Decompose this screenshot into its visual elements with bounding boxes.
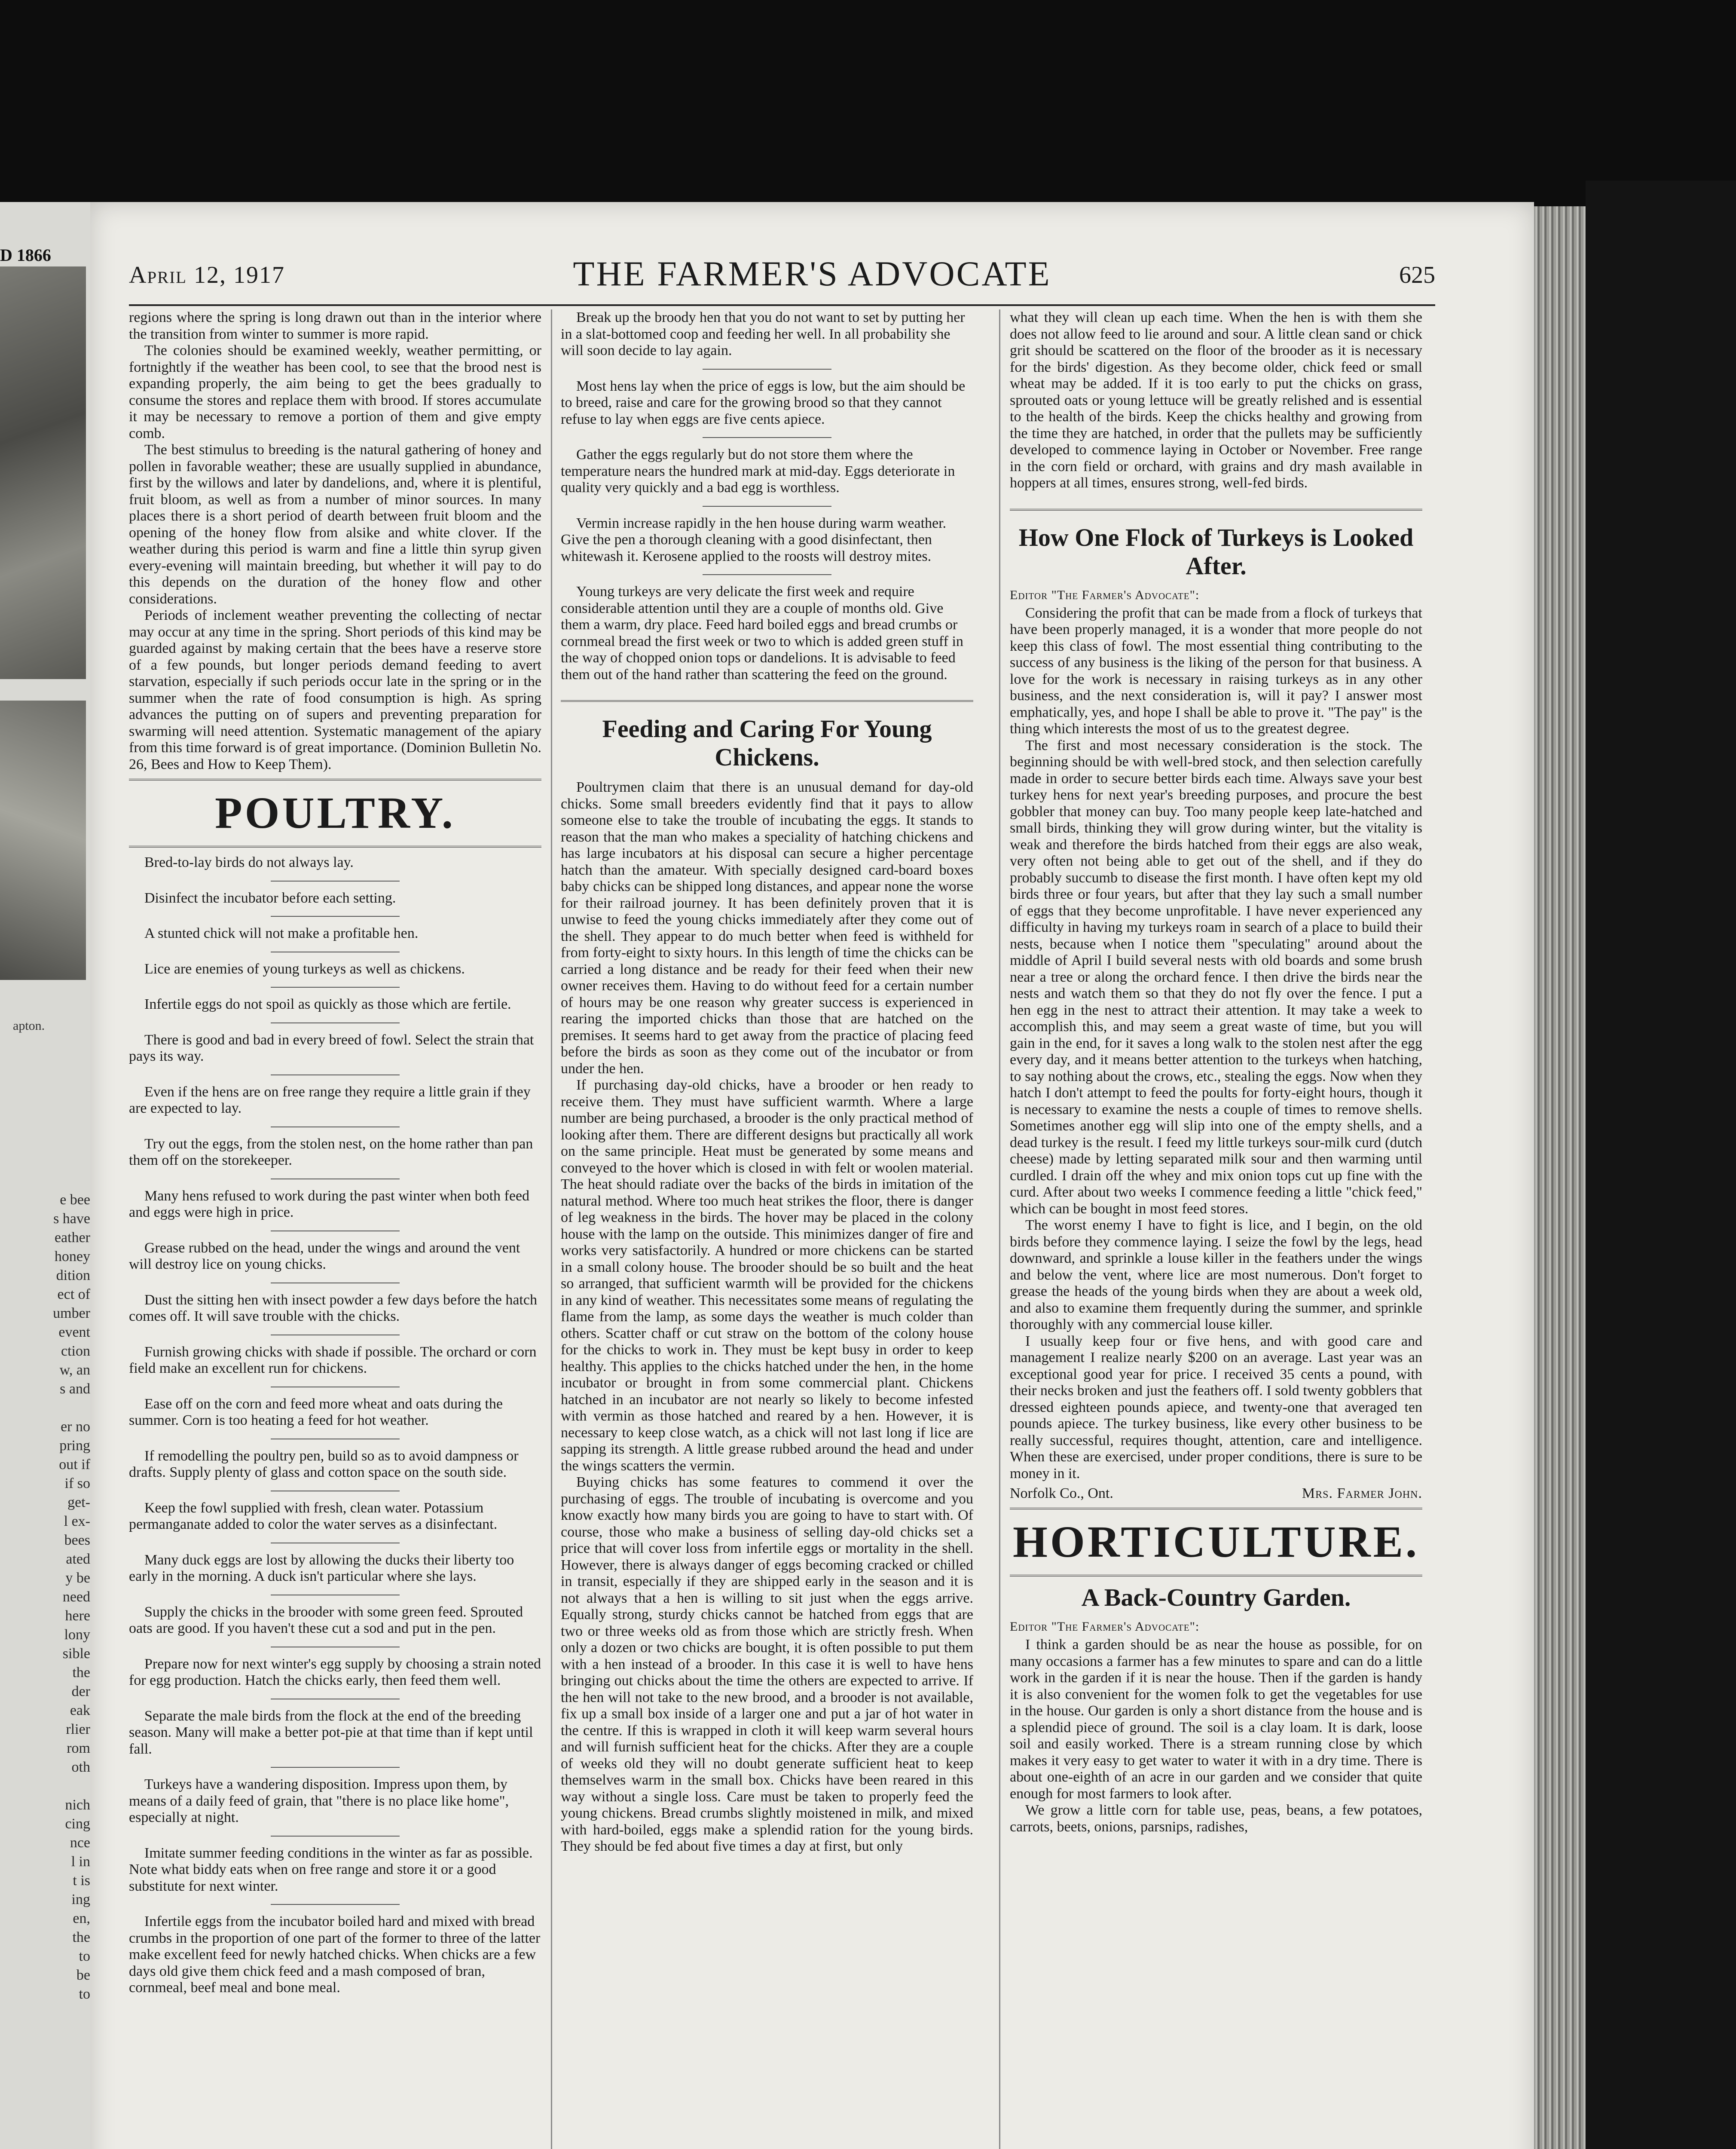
section-rule xyxy=(1010,1575,1422,1577)
bees-paragraph: Periods of inclement weather preventing the collecting of nectar may occur at any time in the spring. Short periods of this kind may be guarded against by making certain that the bees have a reserve store of a few pounds, but longer periods demand feeding to avert starvation, especially if such periods occur late in the spring or in the summer when the rate of food consumption is high. As spring advances the putting on of supers and preventing preparation for swarming will need attention. Systematic management of the apiary from this time forward is of great importance. (Dominion Bulletin No. 26, Bees and How to Keep Them). xyxy=(129,607,541,772)
item-separator xyxy=(703,506,831,507)
adjacent-page-text-fragment: e bee s have eather honey dition ect of umber event ction w, an s and er no pring out if if so get- l ex- bees ated y be need here lony sible the der eak rlier rom oth nich cing nce l in t is ing en, the to be to xyxy=(53,1192,90,2002)
poultry-tip: Many duck eggs are lost by allowing the ducks their liberty too early in the morning. A duck isn't particular where she lays. xyxy=(129,1552,514,1584)
editor-salutation: Editor "The Farmer's Advocate": xyxy=(1010,1619,1200,1634)
article-title-turkeys: How One Flock of Turkeys is Looked After. xyxy=(1018,523,1414,580)
article-paragraph: If purchasing day-old chicks, have a brooder or hen ready to receive them. They must have sufficient warmth. Where a large number are being purchased, a brooder is the only practical method of looking after them. There are different designs but practically all work on the same principle. Heat must be generated by some means and conveyed to the hover which is closed in with felt or woolen material. The heat should radiate over the backs of the birds in imitation of the natural method. Where too much heat strikes the floor, there is danger of leg weakness in the birds. The hover may be placed in the colony house with the lamp on the outside. This minimizes danger of fire and works very satisfactorily. A hundred or more chickens can be started in a small colony house. The brooder should be so built and the heat so arranged, that sufficient warmth will be provided for the chickens in any kind of weather. This necessitates some means of regulating the flame from the lamp, as some days the weather is much colder than others. Scatter chaff or cut straw on the bottom of the colony house for the chicks to work in. They must be kept busy in order to keep healthy. This applies to the chicks hatched under the hen, in the home incubator or brought in from some commercial plant. Chickens hatched in an incubator are not nearly so likely to become infested with vermin as those hatched and reared by a hen. However, it is necessary to keep close watch, as a chick will not last long if lice are sapping its strength. A little grease rubbed around the head and under the wings scatters the vermin. xyxy=(561,1077,973,1474)
section-rule xyxy=(1010,1508,1422,1509)
editor-salutation: Editor "The Farmer's Advocate": xyxy=(1010,588,1200,602)
item-separator xyxy=(271,987,400,988)
article-continuation: what they will clean up each time. When the hen is with them she does not allow feed to lie around and sour. A little clean sand or chick grit should be scattered on the floor of the brooder as it is necessary for the birds' digestion. As they become older, chick feed or small wheat may be added. If it is too early to put the chicks on grass, sprouted oats or young lettuce will be greatly relished and is essential to the health of the birds. Keep the chicks healthy and growing from the time they are hatched, in order that the pullets may be sufficiently developed to commence laying in October or November. Free range in the corn field or orchard, with grains and dry mash available in hoppers at all times, ensures strong, well-fed birds. xyxy=(1010,309,1422,491)
poultry-short-item: Break up the broody hen that you do not want to set by putting her in a slat-bottomed coop and feeding her well. In all probability she will soon decide to lay again. xyxy=(561,309,965,358)
article-paragraph: Buying chicks has some features to commend it over the purchasing of eggs. The trouble of incubating is overcome and you know exactly how many birds you are going to have to start with. Of course, those who make a business of selling day-old chicks set a price that will cover loss from infertile eggs or mortality in the shell. However, there is always danger of eggs becoming cracked or chilled in transit, especially if they are shipped early in the season and it is not always that a hen is willing to sit just when the eggs arrive. Equally strong, sturdy chicks cannot be hatched from eggs that are two or three weeks old as from those which are strictly fresh. When only a dozen or two chicks are bought, it is often possible to put them with a hen instead of a brooder. In this case it is well to have hens bringing out chicks about the time the others are expected to arrive. If the hen will not take to the new brood, and a brooder is not available, fix up a small box inside of a larger one and put a jar of hot water in the centre. If this is wrapped in cloth it will keep warm several hours and will furnish sufficient heat for the chicks. After they are a couple of weeks old they will no doubt generate sufficient heat to keep themselves warm in the small box. Chicks have been reared in this way without a single loss. Care must be taken to properly feed the young chickens. Bread crumbs slightly moistened in milk, and mixed with hard-boiled, eggs make a splendid ration for the young birds. They should be fed about five times a day at first, but only xyxy=(561,1474,973,1854)
poultry-short-item: Young turkeys are very delicate the first week and require considerable attention until they are a couple of months old. Give them a warm, dry place. Feed hard boiled eggs and bread crumbs or cornmeal bread the first week or two to which is added green stuff in the way of chopped onion tops or dandelions. It is advisable to feed them out of the hand rather than scattering the feed on the ground. xyxy=(561,584,963,683)
poultry-tip: Imitate summer feeding conditions in the winter as far as possible. Note what biddy eats when on free range and store it or a good substitute for next winter. xyxy=(129,1845,533,1894)
adjacent-page-photo xyxy=(0,266,86,679)
item-separator xyxy=(703,369,831,370)
poultry-short-item: Gather the eggs regularly but do not store them where the temperature nears the hundred mark at mid-day. Eggs deteriorate in quality very quickly and a bad egg is worthless. xyxy=(561,447,955,496)
poultry-short-item: Vermin increase rapidly in the hen house during warm weather. Give the pen a thorough cleaning with a good disinfectant, then whitewash it. Kerosene applied to the roosts will destroy mites. xyxy=(561,515,947,564)
turkey-paragraph: The worst enemy I have to fight is lice, and I begin, on the old birds before they commence laying. I seize the fowl by the legs, head downward, and sprinkle a louse killer in the feathers under the wings and below the vent, where lice are most numerous. Don't forget to grease the heads of the young birds when they are about a week old, and also to examine them frequently during the summer, and sprinkle thoroughly with any commercial louse killer. xyxy=(1010,1217,1422,1332)
poultry-tip: Separate the male birds from the flock at the end of the breeding season. Many will make a better pot-pie at that time than if kept until fall. xyxy=(129,1708,533,1757)
poultry-tip: Grease rubbed on the head, under the wings and around the vent will destroy lice on young chicks. xyxy=(129,1240,520,1272)
item-separator xyxy=(703,437,831,438)
poultry-tip: If remodelling the poultry pen, build so as to avoid dampness or drafts. Supply plenty of glass and cotton space on the south side. xyxy=(129,1448,519,1480)
author-name: Mrs. Farmer John. xyxy=(1302,1485,1422,1501)
turkey-paragraph: Considering the profit that can be made from a flock of turkeys that have been properly managed, it is a wonder that more people do not keep this class of fowl. The most essential thing contributing to the success of any business is the liking of the person for that business. A love for the work is necessary in raising turkeys as in any other business, and the next consideration is, will it pay? I answer most emphatically, yes, and hope I shall be able to prove it. "The pay" is the thing which interests the most of us to the greatest degree. xyxy=(1010,605,1422,737)
poultry-tip: Prepare now for next winter's egg supply by choosing a strain noted for egg production. Hatch the chicks early, then feed them well. xyxy=(129,1656,541,1688)
adjacent-page-strip xyxy=(0,202,90,2149)
column-2 xyxy=(561,309,973,2149)
poultry-tip: Furnish growing chicks with shade if possible. The orchard or corn field make an excellent run for chickens. xyxy=(129,1344,537,1376)
item-separator xyxy=(271,1904,400,1905)
adjacent-page-photo-lower xyxy=(0,701,86,980)
item-separator xyxy=(271,881,400,882)
poultry-tip: Disinfect the incubator before each setting. xyxy=(144,890,396,906)
poultry-tip: Even if the hens are on free range they require a little grain if they are expected to lay. xyxy=(129,1084,531,1116)
article-title-young-chickens: Feeding and Caring For Young Chickens. xyxy=(602,715,932,771)
garden-paragraph: We grow a little corn for table use, peas, beans, a few potatoes, carrots, beets, onions, parsnips, radishes, xyxy=(1010,1802,1422,1835)
bees-paragraph: regions where the spring is long drawn out than in the interior where the transition from winter to summer is more rapid. xyxy=(129,309,541,342)
horticulture-section-title: HORTICULTURE. xyxy=(1012,1517,1420,1567)
poultry-short-items xyxy=(561,309,973,683)
header-rule xyxy=(129,304,1435,306)
column-divider xyxy=(999,309,1000,2149)
poultry-tip: Ease off on the corn and feed more wheat and oats during the summer. Corn is too heating a feed for hot weather. xyxy=(129,1396,503,1428)
section-rule xyxy=(129,846,541,848)
turkey-paragraph: I usually keep four or five hens, and with good care and management I realize nearly $200 on an average. Last year was an exceptional good year for price. I received 35 cents a pound, with their necks broken and just the feathers off. I sold twenty gobblers that dressed eighteen pounds apiece, and twenty-one that averaged ten pounds apiece. The turkey business, like every other business to be really successful, requires thought, attention, care and intelligence. When these are exercised, under proper conditions, there is sure to be money in it. xyxy=(1010,1333,1422,1482)
item-separator xyxy=(271,916,400,917)
poultry-tip: Dust the sitting hen with insect powder a few days before the hatch comes off. It will save trouble with the chicks. xyxy=(129,1292,537,1324)
signature-row xyxy=(1010,1485,1422,1502)
poultry-tip: Try out the eggs, from the stolen nest, on the home rather than pan them off on the storekeeper. xyxy=(129,1136,533,1168)
page-number: 625 xyxy=(1399,262,1435,288)
article-rule xyxy=(561,700,973,702)
issue-date: April 12, 1917 xyxy=(129,262,285,288)
poultry-tip: Turkeys have a wandering disposition. Impress upon them, by means of a daily feed of grain, that "there is no place like home", especially at night. xyxy=(129,1776,509,1825)
poultry-tips-list xyxy=(129,854,541,1996)
author-location: Norfolk Co., Ont. xyxy=(1010,1485,1113,1501)
book-binding xyxy=(1534,181,1736,2149)
poultry-short-item: Most hens lay when the price of eggs is low, but the aim should be to breed, raise and care for the growing brood so that they cannot refuse to lay when eggs are five cents apiece. xyxy=(561,378,966,427)
article-paragraph: Poultrymen claim that there is an unusual demand for day-old chicks. Some small breeders evidently find that it pays to allow someone else to take the trouble of incubating the eggs. It stands to reason that the man who makes a speciality of hatching chickens and has large incubators at his disposal can secure a higher percentage hatch than the amateur. With specially designed card-board boxes baby chicks can be shipped long distances, and appear none the worse for their railroad journey. It has been definitely proven that it is unwise to feed the young chicks immediately after they come out of the shell. They appear to do much better when feed is withheld for from forty-eight to sixty hours. In this length of time the chicks can be carried a long distance and be ready for their feed when their new owner receives them. Having to do without feed for a certain number of hours may be one reason why greater success is experienced in rearing the imported chicks than those that are hatched on the premises. It seems hard to get away from the practice of placing feed before the birds as soon as they come out of the incubator or from under the hen. xyxy=(561,779,973,1077)
poultry-tip: Infertile eggs do not spoil as quickly as those which are fertile. xyxy=(144,996,511,1012)
item-separator xyxy=(271,1074,400,1075)
adjacent-page-header: D 1866 xyxy=(0,245,51,265)
newspaper-page xyxy=(90,202,1534,2149)
bees-paragraph: The colonies should be examined weekly, weather permitting, or fortnightly if the weather has been cool, to see that the brood nest is expanding properly, the aim being to get the bees gradually to consume the stores and replace them with brood. If stores accumulate it may be necessary to remove a portion of them and give empty comb. xyxy=(129,343,541,441)
publication-title: THE FARMER'S ADVOCATE xyxy=(573,254,1051,293)
poultry-tip: A stunted chick will not make a profitable hen. xyxy=(144,925,419,941)
item-separator xyxy=(271,1836,400,1837)
poultry-tip: Lice are enemies of young turkeys as well as chickens. xyxy=(144,961,465,977)
garden-paragraph: I think a garden should be as near the house as possible, for on many occasions a farmer has a few minutes to spare and can do a little work in the garden if it is near the house. Then if the garden is handy it is also convenient for the women folk to get the vegetables for use in the house. Our garden is only a short distance from the house and is a splendid piece of ground. The soil is a clay loam. It is dark, loose soil and easily worked. There is a stream running close by which makes it very easy to get water to water it with in a dry time. There is about one-eighth of an acre in our garden and we consider that quite enough for most farmers to look after. xyxy=(1010,1637,1422,1802)
section-rule xyxy=(129,779,541,781)
poultry-section-title: POULTRY. xyxy=(215,788,455,838)
poultry-tip: There is good and bad in every breed of fowl. Select the strain that pays its way. xyxy=(129,1032,534,1064)
poultry-tip: Infertile eggs from the incubator boiled hard and mixed with bread crumbs in the proportion of one part of the former to three of the latter make excellent feed for newly hatched chicks. When chicks are a few days old give them chick feed and a mash composed of bran, cornmeal, beef meal and bone meal. xyxy=(129,1913,541,1996)
column-1 xyxy=(129,309,541,2149)
poultry-tip: Bred-to-lay birds do not always lay. xyxy=(144,854,354,870)
item-separator xyxy=(703,574,831,575)
poultry-tip: Keep the fowl supplied with fresh, clean water. Potassium permanganate added to color the water serves as a disinfectant. xyxy=(129,1500,498,1532)
column-layout xyxy=(129,309,1435,2149)
article-rule xyxy=(1010,509,1422,511)
article-title-garden: A Back-Country Garden. xyxy=(1081,1583,1351,1611)
binding-shadow xyxy=(1586,181,1736,2149)
column-divider xyxy=(551,309,552,2149)
page-header xyxy=(90,254,1534,301)
column-3 xyxy=(1010,309,1422,2149)
bees-paragraph: The best stimulus to breeding is the natural gathering of honey and pollen in favorable weather; these are usually supplied in abundance, first by the willows and later by dandelions, and, where it is plentiful, fruit bloom, as well as from a number of minor sources. In many places there is a short period of dearth between fruit bloom and the opening of the honey flow from alsike and white clover. If the weather during this period is warm and fine a little thin syrup given every-evening will maintain breeding, but whether it will pay to do this depends on the duration of the honey flow and other considerations. xyxy=(129,442,541,607)
turkey-paragraph: The first and most necessary consideration is the stock. The beginning should be with well-bred stock, and then selection carefully made in order to secure better birds each time. Always save your best turkey hens for next year's breeding purposes, and procure the best gobbler that money can buy. Too many people keep late-hatched and small birds, thinking they will grow during winter, but the vitality is weak and therefore the birds hatched from their eggs are also weak, very often not being able to get out of the shell, and if they do probably succumb to disease the first month. I have often kept my old birds three or four years, but after that they lay such a small number of eggs that they become unprofitable. I have never experienced any difficulty in having my turkeys roam in search of a place to build their nests, because when I notice them "speculating" around about the middle of April I build several nests with old boards and some brush near a tree or along the orchard fence. I then drive the birds near the nests and watch them so that they do not fly over the fence. I put a hen egg in the nest to attract their attention. It may take a week to accomplish this, and may seem a great waste of time, but you will gain in the end, for it saves a long walk to the stolen nest after the egg every day, and it means better attention to the turkeys when hatching, to say nothing about the crows, etc., stealing the eggs. Now when they hatch I don't attempt to feed the poults for forty-eight hours, though it is necessary to examine the nests a couple of times to remove shells. Sometimes another egg will slip into one of the empty shells, and a dead turkey is the result. I feed my little turkeys sour-milk curd (dutch cheese) made by letting separated milk sour and then warming until curdled. I drain off the whey and mix onion tops cut up fine with the curd. After about two weeks I commence feeding a little "chick feed," which can be bought in most feed stores. xyxy=(1010,737,1422,1217)
page-edges xyxy=(1534,206,1586,2149)
poultry-tip: Many hens refused to work during the past winter when both feed and eggs were high in price. xyxy=(129,1188,530,1220)
poultry-tip: Supply the chicks in the brooder with some green feed. Sprouted oats are good. If you haven't these cut a sod and put in the pen. xyxy=(129,1604,523,1636)
adjacent-page-caption: apton. xyxy=(13,1019,45,1033)
item-separator xyxy=(271,1022,400,1023)
item-separator xyxy=(271,1767,400,1768)
